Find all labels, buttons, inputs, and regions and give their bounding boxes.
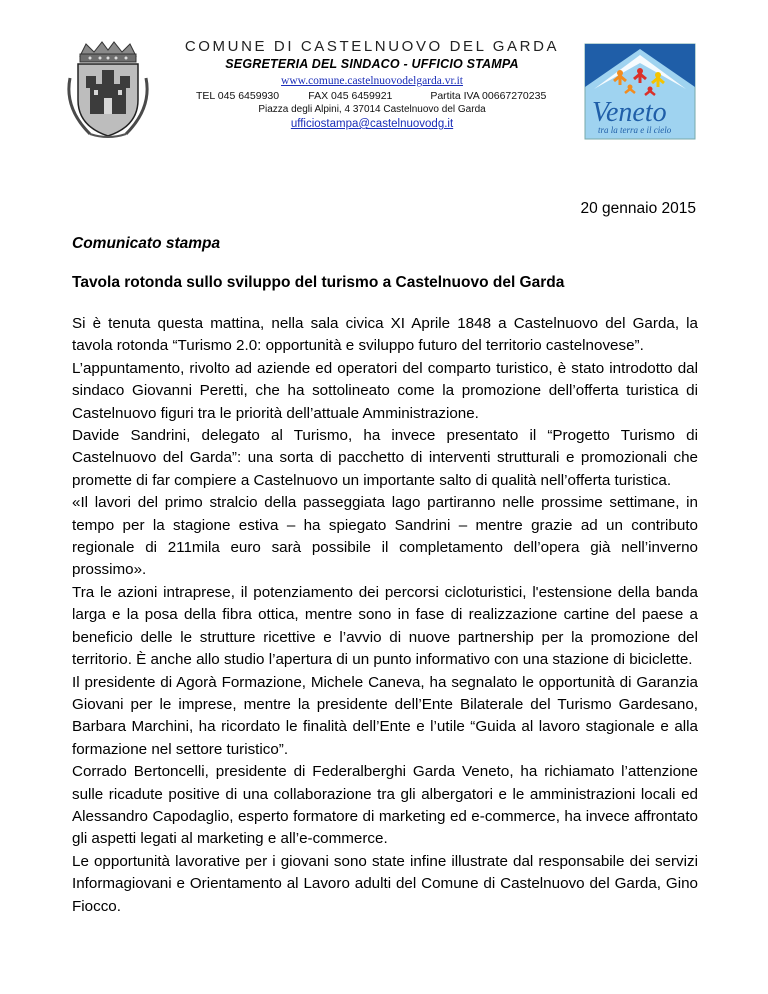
contact-line — [196, 90, 584, 102]
paragraph: Davide Sandrini, delegato al Turismo, ha invece presentato il “Progetto Turismo di Castelnuovo del Garda”: una sorta di pacchetto di interventi strutturali e promozionali che promette di far compiere a Castelnuovo un importante salto di qualità nell’offerta turistica. — [72, 427, 698, 489]
paragraph: «Il lavori del primo stralcio della passeggiata lago partiranno nelle prossime settimane, in tempo per la stagione estiva – ha spiegato Sandrini – mentre grazie ad un contributo regionale di 211mila euro sarà possibile il completamento dell’opera già nell’inverno prossimo». — [72, 494, 698, 579]
document-title: Tavola rotonda sullo sviluppo del turismo a Castelnuovo del Garda — [72, 274, 565, 291]
postal-address: Piazza degli Alpini, 4 37014 Castelnuovo del Garda — [258, 104, 486, 115]
document-date: 20 gennaio 2015 — [580, 200, 696, 217]
document-body — [72, 313, 698, 918]
office-subtitle: SEGRETERIA DEL SINDACO - UFFICIO STAMPA — [225, 57, 519, 71]
website-link[interactable]: www.comune.castelnuovodelgarda.vr.it — [281, 75, 463, 87]
email-link[interactable]: ufficiostampa@castelnuovodg.it — [290, 118, 454, 130]
paragraph: Le opportunità lavorative per i giovani sono state infine illustrate dal responsabile dei servizi Informagiovani e Orientamento al Lavoro adulti del Comune di Castelnuovo del Garda, Gino Fiocco. — [72, 852, 698, 915]
paragraph: Tra le azioni intraprese, il potenziamento dei percorsi cicloturistici, l'estensione della banda larga e la posa della fibra ottica, mentre sono in fase di realizzazione cartine del paese a beneficio delle le strutture ricettive e l’avvio di nuove partnership per la promozione del territorio. È anche allo studio l’apertura di un punto informativo con una stazione di biciclette. — [72, 583, 698, 669]
municipality-title: COMUNE DI CASTELNUOVO DEL GARDA — [184, 38, 560, 55]
document-label: Comunicato stampa — [72, 235, 221, 252]
municipal-coat-of-arms-icon — [60, 38, 156, 140]
vat-number: Partita IVA 00667270235 — [430, 90, 547, 102]
phone-number: TEL 045 6459930 — [196, 90, 280, 102]
paragraph: Si è tenuta questa mattina, nella sala civica XI Aprile 1848 a Castelnuovo del Garda, la tavola rotonda “Turismo 2.0: opportunità e sviluppo futuro del territorio castelnovese”. — [72, 315, 698, 355]
paragraph: Corrado Bertoncelli, presidente di Federalberghi Garda Veneto, ha richiamato l’attenzione sulle ricadute positive di una collaborazione tra gli albergatori e le amministrazioni locali ed Alessandro Capodaglio, esperto formatore di marketing ed e-commerce, ha invece affrontato gli aspetti legati al marketing e all’e-commerce. — [72, 763, 698, 848]
paragraph: L’appuntamento, rivolto ad aziende ed operatori del comparto turistico, è stato introdotto dal sindaco Giovanni Peretti, che ha sottolineato come la promozione dell’offerta turistica di Castelnuovo figuri tra le priorità dell’attuale Amministrazione. — [72, 359, 698, 422]
veneto-tourism-logo — [584, 43, 696, 140]
paragraph: Il presidente di Agorà Formazione, Michele Caneva, ha segnalato le opportunità di Garanzia Giovani per le imprese, mentre la presidente dell’Ente Bilaterale del Turismo Gardesano, Barbara Marchini, ha ricordato le finalità dell’Ente e l’utile “Guida al lavoro stagionale e alla formazione nel settore turistico”. — [72, 673, 698, 758]
logo-word: Veneto — [592, 97, 667, 128]
fax-number: FAX 045 6459921 — [308, 90, 393, 102]
logo-tagline: tra la terra e il cielo — [598, 125, 672, 135]
